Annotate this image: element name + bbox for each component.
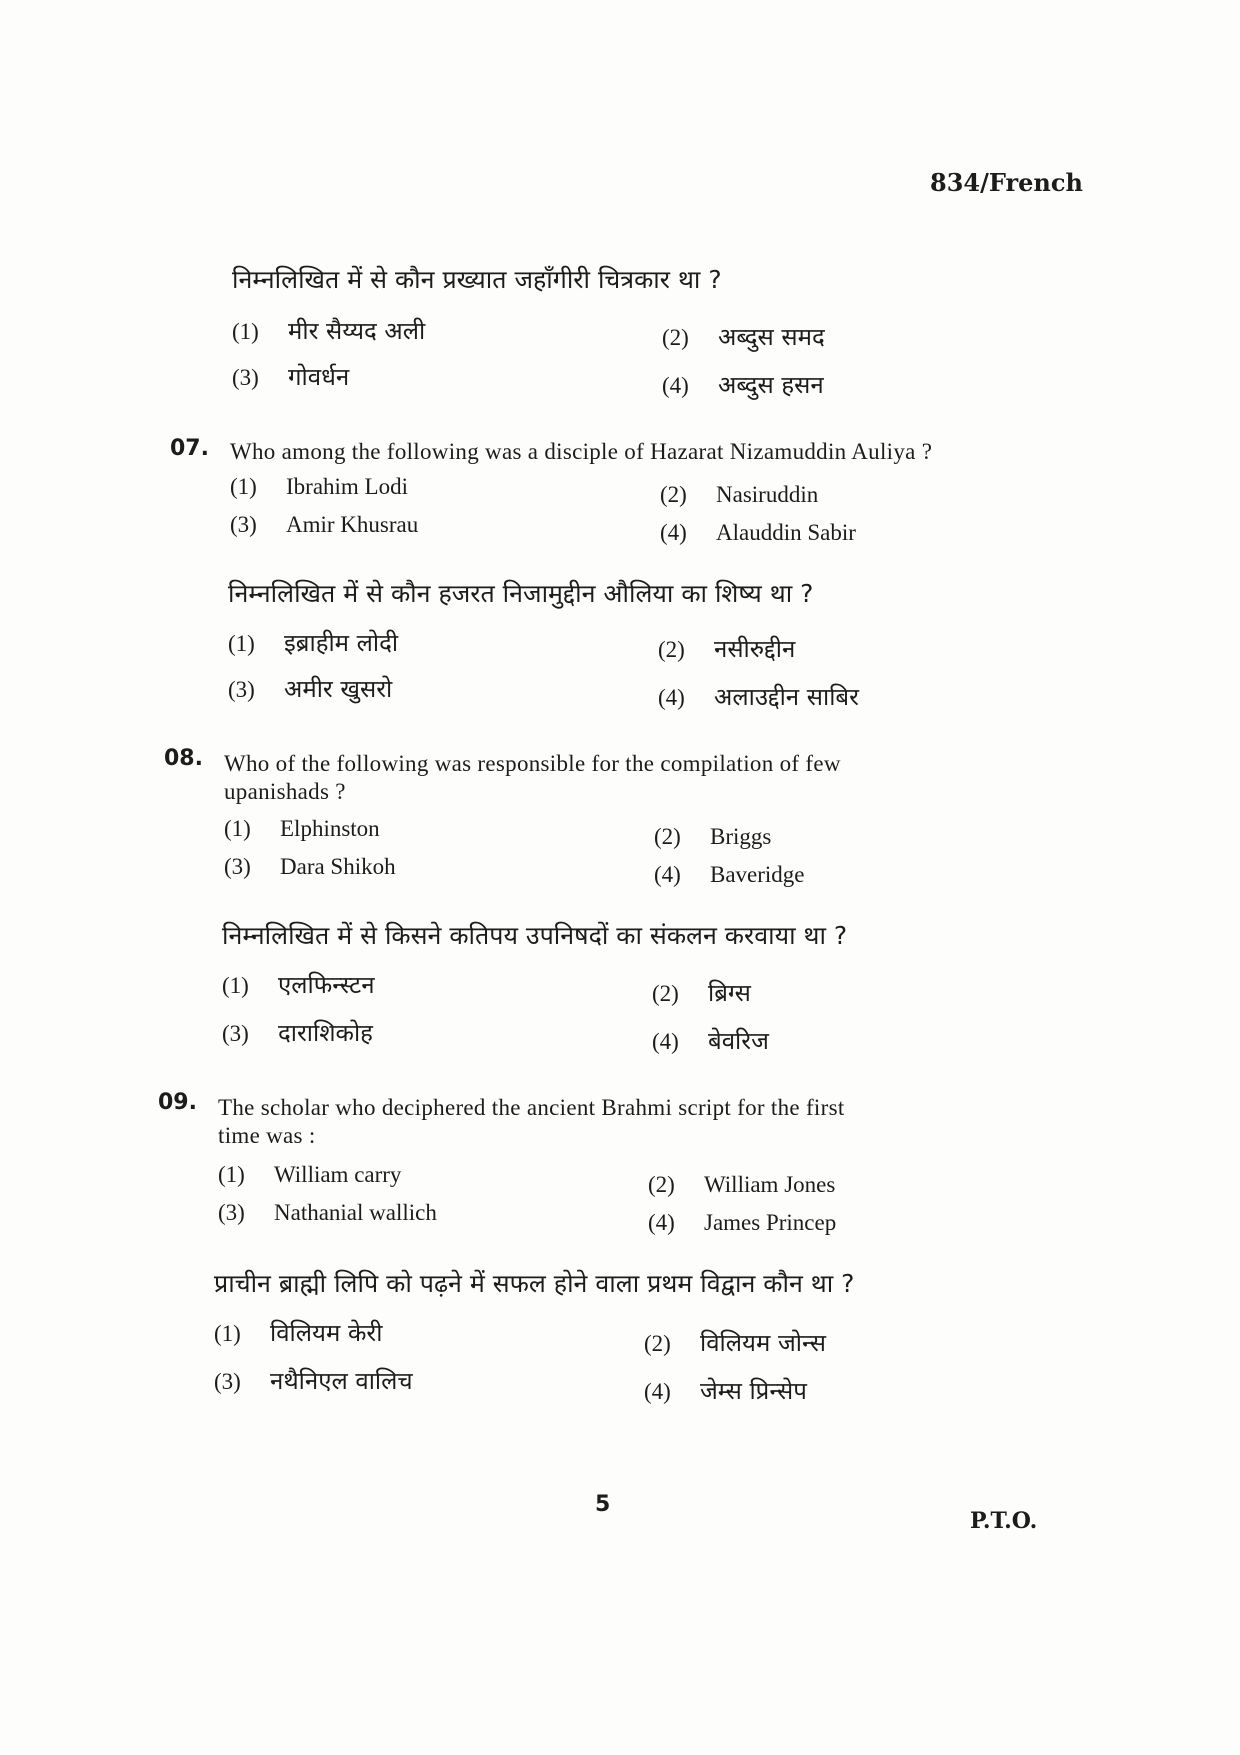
option-number: (3): [224, 854, 251, 879]
q07-text: Who among the following was a disciple of Hazarat Nizamuddin Auliya ?: [230, 439, 933, 464]
option-text: गोवर्धन: [288, 363, 350, 391]
option-number: (1): [224, 816, 251, 841]
q08-text-line1: Who of the following was responsible for the compilation of few: [224, 751, 841, 776]
pto-label: P.T.O.: [970, 1508, 1038, 1534]
option-number: (3): [232, 365, 259, 390]
option-text: William Jones: [704, 1172, 836, 1197]
option-number: (3): [214, 1369, 241, 1394]
q09-number: 09.: [158, 1090, 197, 1115]
q08-hindi-text: निम्नलिखित में से किसने कतिपय उपनिषदों का संकलन करवाया था ?: [222, 921, 848, 950]
q06-hindi-text: निम्नलिखित में से कौन प्रख्यात जहाँगीरी चित्रकार था ?: [232, 265, 722, 294]
option-number: (2): [648, 1172, 675, 1197]
option-text: नथैनिएल वालिच: [270, 1367, 413, 1395]
q09-option-4: [648, 1210, 836, 1236]
option-number: (3): [218, 1200, 245, 1225]
q08-text-line2: upanishads ?: [224, 779, 346, 804]
q09-option-3: [218, 1200, 437, 1226]
option-text: विलियम जोन्स: [700, 1329, 826, 1357]
option-text: बेवरिज: [708, 1027, 769, 1055]
option-number: (2): [662, 325, 689, 350]
option-number: (4): [654, 862, 681, 887]
option-text: मीर सैय्यद अली: [288, 317, 426, 345]
option-text: Baveridge: [710, 862, 805, 887]
q07-hindi-text: निम्नलिखित में से कौन हजरत निजामुद्दीन औलिया का शिष्य था ?: [228, 579, 814, 608]
q06-hindi-option-2: [662, 320, 825, 353]
option-text: जेम्स प्रिन्सेप: [700, 1377, 807, 1405]
option-number: (1): [230, 474, 257, 499]
option-text: James Princep: [704, 1210, 837, 1235]
q09-hindi-option-4: [644, 1374, 807, 1407]
option-text: दाराशिकोह: [278, 1019, 373, 1047]
q09-hindi-text: प्राचीन ब्राह्मी लिपि को पढ़ने में सफल होने वाला प्रथम विद्वान कौन था ?: [214, 1269, 855, 1298]
q07-hindi-option-1: [228, 626, 398, 659]
option-number: (1): [222, 973, 249, 998]
option-number: (2): [652, 981, 679, 1006]
option-text: एलफिन्स्टन: [278, 971, 375, 999]
option-number: (4): [644, 1379, 671, 1404]
q08-hindi-option-2: [652, 976, 751, 1009]
option-text: अलाउद्दीन साबिर: [714, 683, 859, 711]
q07-number: 07.: [170, 436, 209, 461]
q09-hindi-option-1: [214, 1316, 382, 1349]
option-text: विलियम केरी: [270, 1319, 383, 1347]
q09-option-1: [218, 1162, 401, 1188]
q08-option-2: [654, 824, 771, 850]
q08-hindi-option-4: [652, 1024, 769, 1057]
option-number: (1): [232, 319, 259, 344]
q08-option-4: [654, 862, 805, 888]
option-number: (2): [660, 482, 687, 507]
option-number: (3): [230, 512, 257, 537]
q07-option-3: [230, 512, 418, 538]
option-number: (2): [644, 1331, 671, 1356]
option-text: अमीर खुसरो: [284, 675, 393, 703]
q09-hindi-option-3: [214, 1364, 413, 1397]
option-text: ब्रिग्स: [708, 979, 751, 1007]
q06-hindi-option-1: [232, 314, 425, 347]
q09-option-2: [648, 1172, 835, 1198]
option-text: Alauddin Sabir: [716, 520, 856, 545]
q08-option-1: [224, 816, 380, 842]
option-number: (2): [658, 637, 685, 662]
option-number: (4): [658, 685, 685, 710]
option-number: (4): [652, 1029, 679, 1054]
option-text: इब्राहीम लोदी: [284, 629, 399, 657]
option-text: Dara Shikoh: [280, 854, 396, 879]
option-number: (4): [648, 1210, 675, 1235]
option-number: (1): [228, 631, 255, 656]
option-text: Amir Khusrau: [286, 512, 419, 537]
q07-hindi-option-3: [228, 672, 392, 705]
option-text: Nasiruddin: [716, 482, 819, 507]
q09-text-line1: The scholar who deciphered the ancient Brahmi script for the first: [218, 1095, 845, 1120]
paper-code: 834/French: [930, 168, 1083, 197]
q07-hindi-option-4: [658, 680, 859, 713]
option-text: नसीरुद्दीन: [714, 635, 796, 663]
page-number: 5: [595, 1492, 611, 1517]
q08-option-3: [224, 854, 396, 880]
q07-option-4: [660, 520, 856, 546]
q09-hindi-option-2: [644, 1326, 826, 1359]
q09-text-line2: time was :: [218, 1123, 316, 1148]
q07-hindi-option-2: [658, 632, 795, 665]
option-text: Ibrahim Lodi: [286, 474, 408, 499]
option-text: Nathanial wallich: [274, 1200, 437, 1225]
q08-hindi-option-3: [222, 1016, 373, 1049]
option-number: (4): [662, 373, 689, 398]
option-number: (1): [218, 1162, 245, 1187]
option-text: अब्दुस हसन: [718, 371, 824, 399]
option-number: (4): [660, 520, 687, 545]
option-number: (2): [654, 824, 681, 849]
option-text: अब्दुस समद: [718, 323, 825, 351]
q06-hindi-option-4: [662, 368, 824, 401]
q07-option-2: [660, 482, 818, 508]
option-number: (1): [214, 1321, 241, 1346]
q07-option-1: [230, 474, 408, 500]
option-number: (3): [222, 1021, 249, 1046]
option-number: (3): [228, 677, 255, 702]
q08-hindi-option-1: [222, 968, 375, 1001]
option-text: William carry: [274, 1162, 402, 1187]
q06-hindi-option-3: [232, 360, 349, 393]
option-text: Briggs: [710, 824, 772, 849]
q08-number: 08.: [164, 746, 203, 771]
option-text: Elphinston: [280, 816, 380, 841]
